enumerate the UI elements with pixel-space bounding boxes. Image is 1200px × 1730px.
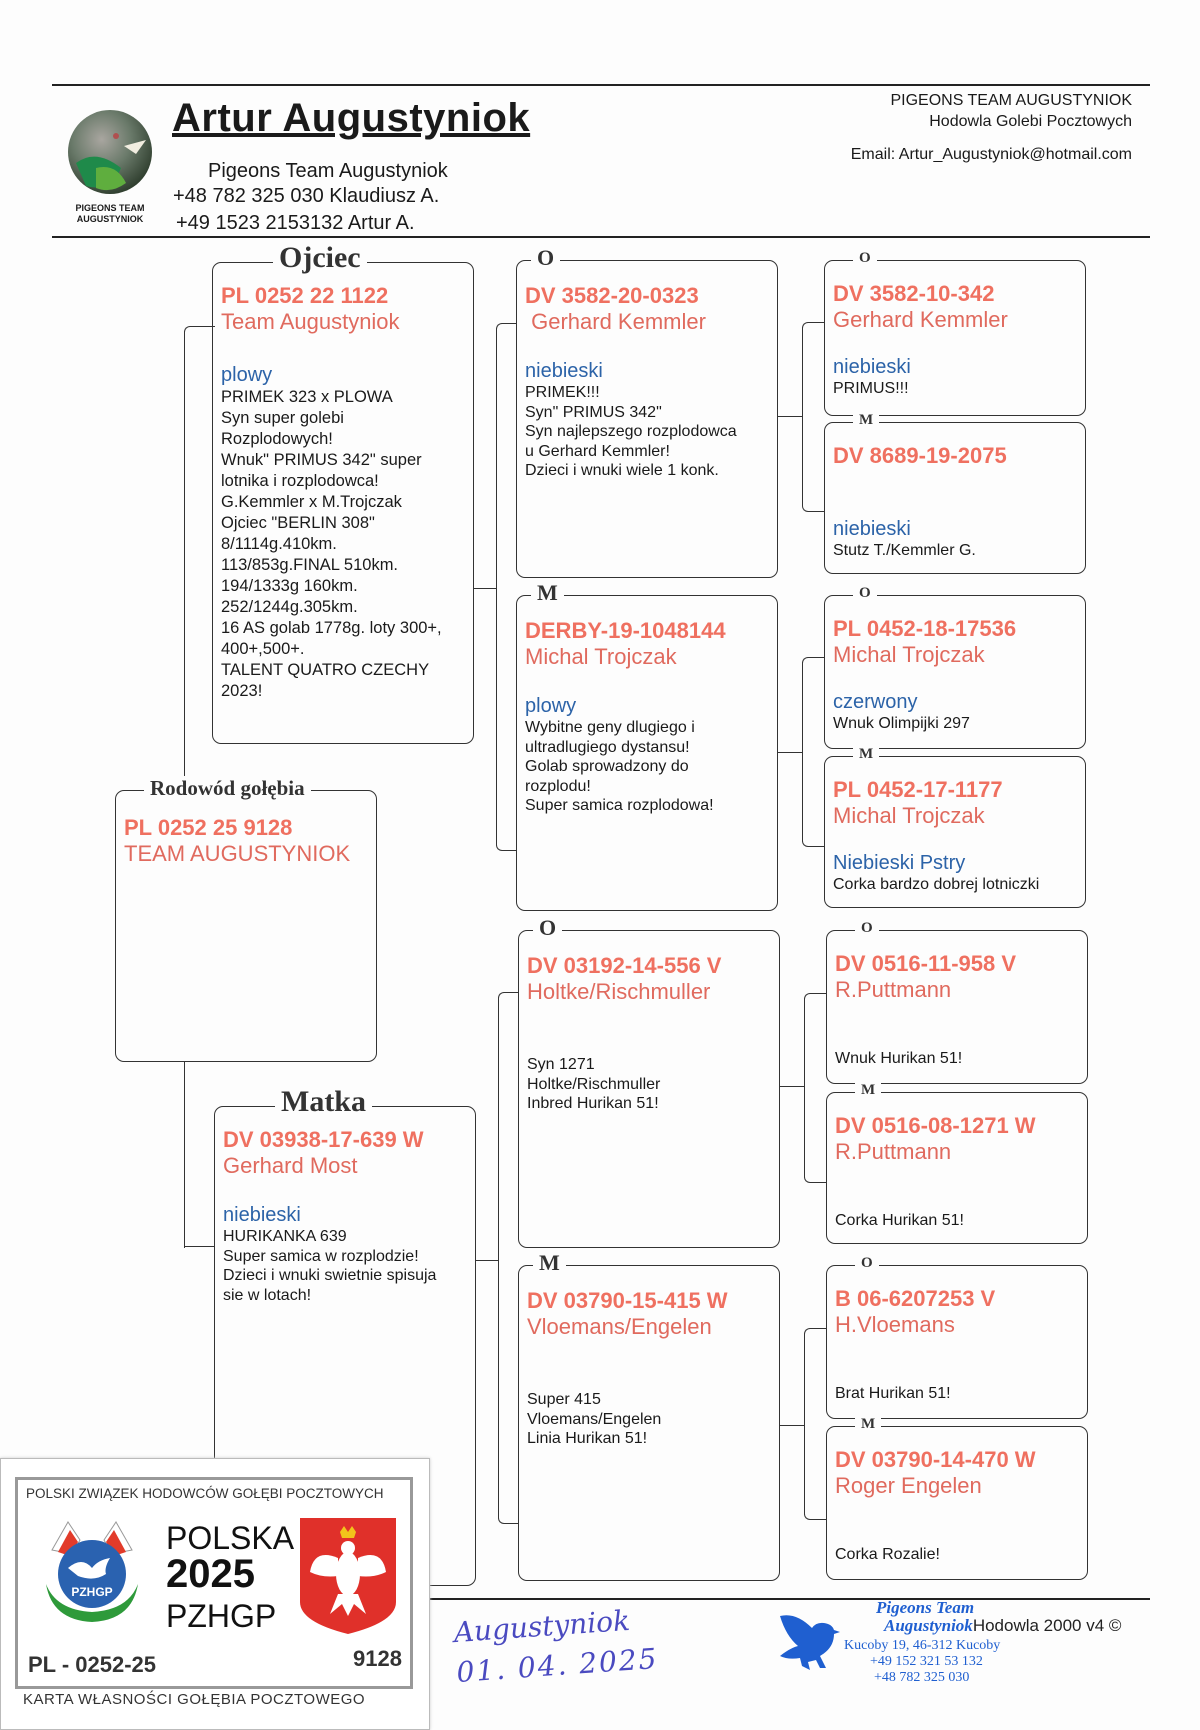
root-connector-top <box>184 326 215 789</box>
footer-brand <box>772 1596 1172 1696</box>
grandparent-legend: M <box>531 580 564 606</box>
footer-brand-line2: Augustyniok <box>884 1616 973 1635</box>
great-grandparent-box[interactable] <box>824 250 1086 416</box>
footer-phone2: +48 782 325 030 <box>874 1670 970 1685</box>
father-bracket <box>496 323 517 851</box>
grandparent-legend: O <box>533 915 562 941</box>
dove-icon <box>776 1606 850 1678</box>
header-bottom-rule <box>52 236 1150 238</box>
grandparent-notes: PRIMEK!!! Syn" PRIMUS 342" Syn najlepszego rozplodowca u Gerhard Kemmler! Dzieci i wnuki wiele 1 konk. <box>525 384 737 479</box>
gp1-connector <box>778 416 802 418</box>
great-grandparent-owner: Michal Trojczak <box>833 803 985 828</box>
great-grandparent-legend: M <box>853 412 879 429</box>
great-grandparent-box[interactable] <box>824 746 1086 908</box>
email-link[interactable]: Email: Artur_Augustyniok@hotmail.com <box>850 146 1132 163</box>
mother-legend: Matka <box>275 1085 372 1119</box>
phone-artur: +49 1523 2153132 Artur A. <box>176 212 415 234</box>
header-top-rule <box>52 84 1150 86</box>
great-grandparent-ring: PL 0452-17-1177 <box>833 777 1003 802</box>
great-grandparent-ring: DV 03790-14-470 W <box>835 1447 1036 1472</box>
great-grandparent-owner: Michal Trojczak <box>833 642 985 667</box>
great-grandparent-owner: Gerhard Kemmler <box>833 307 1008 332</box>
father-color: plowy <box>221 364 273 386</box>
great-grandparent-legend: O <box>853 585 877 602</box>
ownership-card-frame <box>15 1477 413 1689</box>
great-grandparent-box[interactable] <box>824 412 1086 574</box>
great-grandparent-ring: DV 8689-19-2075 <box>833 443 1007 468</box>
grandparent-box[interactable] <box>516 580 778 911</box>
card-footer: KARTA WŁASNOŚCI GOŁĘBIA POCZTOWEGO <box>23 1691 366 1708</box>
grandparent-box[interactable] <box>516 245 778 578</box>
great-grandparent-box[interactable] <box>826 1416 1088 1580</box>
kennel-subtitle: Hodowla Golebi Pocztowych <box>929 113 1132 130</box>
great-grandparent-legend: M <box>855 1416 881 1433</box>
grandparent-ring: DERBY-19-1048144 <box>525 618 726 643</box>
great-grandparent-notes: Corka bardzo dobrej lotniczki <box>833 876 1040 893</box>
card-ring-prefix: PL - 0252-25 <box>28 1652 157 1677</box>
gp3-bracket <box>804 993 827 1183</box>
grandparent-ring: DV 3582-20-0323 <box>525 283 699 308</box>
grandparent-color: niebieski <box>525 360 603 382</box>
father-ring: PL 0252 22 1122 <box>221 283 389 308</box>
signature-name: Augustyniok <box>452 1603 632 1650</box>
root-legend: Rodowód gołębia <box>144 776 311 801</box>
root-ring: PL 0252 25 9128 <box>124 815 293 840</box>
great-grandparent-ring: B 06-6207253 V <box>835 1286 996 1311</box>
great-grandparent-legend: O <box>855 1255 879 1272</box>
great-grandparent-ring: DV 0516-11-958 V <box>835 951 1017 976</box>
great-grandparent-color: niebieski <box>833 356 911 378</box>
root-box[interactable] <box>115 776 377 1062</box>
grandparent-owner: Michal Trojczak <box>525 644 677 669</box>
grandparent-notes: Syn 1271 Holtke/Rischmuller Inbred Hurikan 51! <box>527 1056 661 1112</box>
mother-owner: Gerhard Most <box>223 1153 358 1178</box>
great-grandparent-color: Niebieski Pstry <box>833 852 966 874</box>
great-grandparent-legend: M <box>855 1082 881 1099</box>
great-grandparent-ring: PL 0452-18-17536 <box>833 616 1017 641</box>
great-grandparent-legend: M <box>853 746 879 763</box>
grandparent-box[interactable] <box>518 1250 780 1581</box>
team-logo-caption: PIGEONS TEAM AUGUSTYNIOK <box>75 203 145 224</box>
grandparent-owner: Holtke/Rischmuller <box>527 979 711 1004</box>
team-name: Pigeons Team Augustyniok <box>208 160 448 182</box>
great-grandparent-box[interactable] <box>826 1255 1088 1419</box>
mother-connector <box>476 1260 498 1262</box>
great-grandparent-legend: O <box>855 920 879 937</box>
pzhgp-logo-icon <box>32 1510 152 1630</box>
great-grandparent-box[interactable] <box>826 1082 1088 1244</box>
great-grandparent-color: czerwony <box>833 691 918 713</box>
father-legend: Ojciec <box>273 241 367 275</box>
great-grandparent-color: niebieski <box>833 518 911 540</box>
card-org: POLSKI ZWIĄZEK HODOWCÓW GOŁĘBI POCZTOWYCH <box>26 1486 384 1501</box>
great-grandparent-owner: R.Puttmann <box>835 977 952 1002</box>
team-logo <box>66 108 156 225</box>
card-ring-number: 9128 <box>353 1646 402 1671</box>
grandparent-notes: Super 415 Vloemans/Engelen Linia Hurikan 51! <box>527 1391 662 1447</box>
gp2-connector <box>778 752 802 754</box>
polish-eagle-icon <box>300 1518 396 1634</box>
father-owner: Team Augustyniok <box>221 309 400 334</box>
pzhgp-logo-text: PZHGP <box>71 1585 113 1599</box>
great-grandparent-notes: Wnuk Olimpijki 297 <box>833 715 970 732</box>
great-grandparent-notes: Corka Hurikan 51! <box>835 1212 964 1229</box>
grandparent-legend: O <box>531 245 560 271</box>
great-grandparent-owner: R.Puttmann <box>835 1139 952 1164</box>
father-box[interactable] <box>212 241 474 744</box>
footer-address: Kucoby 19, 46-312 Kucoby <box>844 1638 1001 1653</box>
great-grandparent-notes: Stutz T./Kemmler G. <box>833 542 976 559</box>
team-name-caps: PIGEONS TEAM AUGUSTYNIOK <box>890 92 1132 109</box>
mother-ring: DV 03938-17-639 W <box>223 1127 424 1152</box>
grandparent-notes: Wybitne geny dlugiego i ultradlugiego dystansu! Golab sprowadzony do rozplodu! Super samica rozplodowa! <box>525 719 714 814</box>
mother-color: niebieski <box>223 1204 301 1226</box>
grandparent-ring: DV 03790-15-415 W <box>527 1288 728 1313</box>
great-grandparent-box[interactable] <box>824 585 1086 749</box>
root-connector-bottom-h <box>184 1246 214 1248</box>
signature <box>453 1601 660 1691</box>
card-year: 2025 <box>166 1552 255 1596</box>
root-owner: TEAM AUGUSTYNIOK <box>124 841 351 866</box>
grandparent-color: plowy <box>525 695 577 717</box>
gp4-bracket <box>804 1328 827 1520</box>
great-grandparent-ring: DV 3582-10-342 <box>833 281 995 306</box>
footer-brand-line1: Pigeons Team <box>876 1598 975 1617</box>
gp2-bracket <box>802 657 825 847</box>
great-grandparent-notes: Wnuk Hurikan 51! <box>835 1050 963 1067</box>
phone-klaudiusz: +48 782 325 030 Klaudiusz A. <box>173 185 440 207</box>
card-assoc: PZHGP <box>166 1598 277 1634</box>
gp3-connector <box>780 1086 804 1088</box>
gp1-bracket <box>802 322 825 512</box>
father-notes: PRIMEK 323 x PLOWA Syn super golebi Rozplodowych! Wnuk" PRIMUS 342" super lotnika i rozplodowca! G.Kemmler x M.Trojczak Ojciec "BERLIN 308" 8/1114g.410km. 113/853g.FINAL 510km. 194/1333g 160km. 252/1244g.305km. 16 AS golab 1778g. loty 300+, 400+,500+. TALENT QUATRO CZECHY 2023! <box>221 388 442 700</box>
footer-phone1: +49 152 321 53 132 <box>870 1654 983 1669</box>
father-connector <box>474 588 496 590</box>
great-grandparent-box[interactable] <box>826 920 1088 1084</box>
gp4-connector <box>780 1425 804 1427</box>
grandparent-box[interactable] <box>518 915 780 1248</box>
great-grandparent-owner: Roger Engelen <box>835 1473 982 1498</box>
ownership-card <box>0 1458 430 1730</box>
footer-software: Hodowla 2000 v4 © <box>972 1616 1122 1635</box>
breeder-name: Artur Augustyniok <box>172 96 531 140</box>
signature-date: 01. 04. 2025 <box>455 1641 660 1689</box>
card-country: POLSKA <box>166 1520 295 1556</box>
great-grandparent-legend: O <box>853 250 877 267</box>
grandparent-owner: Vloemans/Engelen <box>527 1314 712 1339</box>
great-grandparent-notes: Corka Rozalie! <box>835 1546 940 1563</box>
great-grandparent-notes: Brat Hurikan 51! <box>835 1385 951 1402</box>
mother-notes: HURIKANKA 639 Super samica w rozplodzie! Dzieci i wnuki swietnie spisuja sie w lotach! <box>223 1228 437 1304</box>
grandparent-owner: Gerhard Kemmler <box>525 309 706 334</box>
grandparent-ring: DV 03192-14-556 V <box>527 953 722 978</box>
mother-bracket <box>498 992 519 1524</box>
great-grandparent-owner: H.Vloemans <box>835 1312 955 1337</box>
header-right-block <box>712 90 1132 165</box>
pigeon-photo-icon <box>66 108 154 196</box>
grandparent-legend: M <box>533 1250 566 1276</box>
great-grandparent-ring: DV 0516-08-1271 W <box>835 1113 1036 1138</box>
great-grandparent-notes: PRIMUS!!! <box>833 380 909 397</box>
root-connector-bottom <box>184 1062 215 1248</box>
